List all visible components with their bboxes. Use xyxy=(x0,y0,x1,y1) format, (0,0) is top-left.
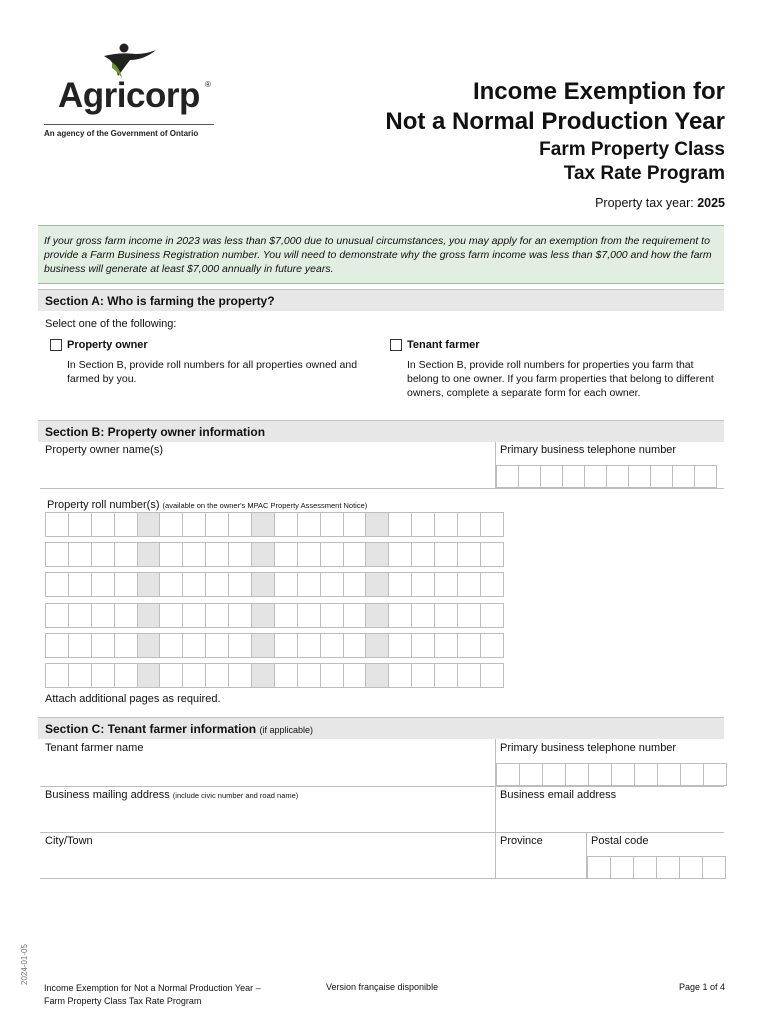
roll-digit-box[interactable] xyxy=(46,604,69,628)
roll-digit-box[interactable] xyxy=(412,543,435,567)
section-c-title: Section C: Tenant farmer information xyxy=(45,722,257,736)
roll-digit-box[interactable] xyxy=(412,634,435,658)
roll-digit-box[interactable] xyxy=(138,664,161,688)
owner-phone-field[interactable] xyxy=(496,465,717,488)
roll-number-field[interactable] xyxy=(45,512,504,537)
footer-form-name-line1: Income Exemption for Not a Normal Production Year – xyxy=(44,983,261,993)
roll-digit-box[interactable] xyxy=(366,513,389,537)
tenant-farmer-label: Tenant farmer xyxy=(407,339,480,351)
roll-digit-box[interactable] xyxy=(252,634,275,658)
postal-code-field[interactable] xyxy=(587,856,726,879)
roll-digit-box[interactable] xyxy=(481,513,504,537)
roll-digit-box[interactable] xyxy=(481,573,504,597)
postal-code-label: Postal code xyxy=(591,835,649,847)
roll-digit-box[interactable] xyxy=(366,573,389,597)
roll-digit-box[interactable] xyxy=(138,573,161,597)
roll-digit-box[interactable] xyxy=(344,634,367,658)
roll-number-field[interactable] xyxy=(45,633,504,658)
roll-digit-box[interactable] xyxy=(92,513,115,537)
roll-digit-box[interactable] xyxy=(183,634,206,658)
roll-digit-box[interactable] xyxy=(344,513,367,537)
form-title-line1: Income Exemption for xyxy=(472,78,725,105)
roll-digit-box[interactable] xyxy=(92,664,115,688)
tenant-name-field[interactable] xyxy=(40,740,495,786)
section-c-note: (if applicable) xyxy=(259,725,314,735)
field-bottom-rule xyxy=(40,786,724,787)
roll-number-field[interactable] xyxy=(45,663,504,688)
business-email-label: Business email address xyxy=(500,789,617,801)
roll-number-field[interactable] xyxy=(45,572,504,597)
tax-year-value: 2025 xyxy=(697,196,725,210)
roll-digit-box[interactable] xyxy=(321,513,344,537)
field-bottom-rule xyxy=(40,878,724,879)
roll-digit-box[interactable] xyxy=(481,664,504,688)
tenant-farmer-description: In Section B, provide roll numbers for properties you farm that belong to one owner. If you farm properties that belong to different owners, complete a separate form for each owner. xyxy=(407,359,714,399)
roll-digit-box[interactable] xyxy=(252,664,275,688)
roll-digit-box[interactable] xyxy=(229,604,252,628)
roll-digit-box[interactable] xyxy=(138,634,161,658)
roll-digit-box[interactable] xyxy=(435,573,458,597)
roll-digit-box[interactable] xyxy=(458,604,481,628)
city-town-field[interactable] xyxy=(40,834,495,878)
roll-digit-box[interactable] xyxy=(435,664,458,688)
roll-digit-box[interactable] xyxy=(206,604,229,628)
roll-digit-box[interactable] xyxy=(229,513,252,537)
roll-digit-box[interactable] xyxy=(481,543,504,567)
province-field[interactable] xyxy=(497,852,585,878)
property-owner-label: Property owner xyxy=(67,339,148,351)
roll-digit-box[interactable] xyxy=(275,543,298,567)
roll-digit-box[interactable] xyxy=(115,664,138,688)
roll-digit-box[interactable] xyxy=(160,634,183,658)
mailing-address-label: Business mailing address xyxy=(45,789,170,801)
roll-digit-box[interactable] xyxy=(275,634,298,658)
roll-digit-box[interactable] xyxy=(389,664,412,688)
mailing-address-note: (include civic number and road name) xyxy=(172,791,299,800)
field-divider xyxy=(495,832,496,879)
property-owner-names-label: Property owner name(s) xyxy=(45,444,163,456)
section-b-title: Section B: Property owner information xyxy=(45,425,266,439)
roll-digit-box[interactable] xyxy=(298,573,321,597)
roll-digit-box[interactable] xyxy=(92,634,115,658)
roll-digit-box[interactable] xyxy=(115,573,138,597)
roll-digit-box[interactable] xyxy=(298,604,321,628)
roll-digit-box[interactable] xyxy=(458,634,481,658)
roll-digit-box[interactable] xyxy=(298,634,321,658)
roll-number-field[interactable] xyxy=(45,603,504,628)
attach-pages-note: Attach additional pages as required. xyxy=(45,693,221,705)
tenant-name-label: Tenant farmer name xyxy=(45,742,144,754)
roll-digit-box[interactable] xyxy=(160,573,183,597)
logo-divider xyxy=(44,124,214,125)
roll-digit-box[interactable] xyxy=(206,573,229,597)
roll-digit-box[interactable] xyxy=(412,513,435,537)
province-label: Province xyxy=(500,835,543,847)
form-date-code-text: 2024-01-05 xyxy=(20,944,29,985)
roll-digit-box[interactable] xyxy=(298,513,321,537)
roll-digit-box[interactable] xyxy=(366,634,389,658)
program-subtitle-line1: Farm Property Class xyxy=(539,139,725,160)
footer-form-name-line2: Farm Property Class Tax Rate Program xyxy=(44,996,202,1006)
roll-digit-box[interactable] xyxy=(275,573,298,597)
roll-digit-box[interactable] xyxy=(46,664,69,688)
roll-digit-box[interactable] xyxy=(115,604,138,628)
tenant-farmer-checkbox[interactable] xyxy=(390,339,402,351)
roll-digit-box[interactable] xyxy=(183,513,206,537)
property-owner-names-field[interactable] xyxy=(40,443,495,488)
roll-digit-box[interactable] xyxy=(183,573,206,597)
roll-digit-box[interactable] xyxy=(366,543,389,567)
roll-digit-box[interactable] xyxy=(183,604,206,628)
roll-digit-box[interactable] xyxy=(252,543,275,567)
roll-digit-box[interactable] xyxy=(229,634,252,658)
section-a-header xyxy=(38,289,724,311)
roll-digit-box[interactable] xyxy=(344,573,367,597)
french-version-note: Version française disponible xyxy=(326,982,439,992)
roll-digit-box[interactable] xyxy=(321,543,344,567)
program-subtitle-line2: Tax Rate Program xyxy=(563,163,725,184)
roll-digit-box[interactable] xyxy=(275,664,298,688)
roll-digit-box[interactable] xyxy=(229,664,252,688)
tenant-phone-field[interactable] xyxy=(496,763,727,786)
intro-notice: If your gross farm income in 2023 was less than $7,000 due to unusual circumstances, you may apply for an exemption from the requirement to provide a Farm Business Registration number. You will need to demonstrate why the gross farm income was less than $7,000 and how the farm business will generate at least $7,000 annually in future years. xyxy=(38,225,724,284)
roll-digit-box[interactable] xyxy=(229,543,252,567)
roll-digit-box[interactable] xyxy=(46,543,69,567)
roll-digit-box[interactable] xyxy=(435,604,458,628)
form-title-line2: Not a Normal Production Year xyxy=(385,108,725,135)
registered-mark: ® xyxy=(205,80,211,89)
roll-digit-box[interactable] xyxy=(252,604,275,628)
roll-digit-box[interactable] xyxy=(458,543,481,567)
roll-digit-box[interactable] xyxy=(389,573,412,597)
roll-digit-box[interactable] xyxy=(275,513,298,537)
roll-digit-box[interactable] xyxy=(458,573,481,597)
roll-digit-box[interactable] xyxy=(435,543,458,567)
roll-digit-box[interactable] xyxy=(321,573,344,597)
footer-form-name xyxy=(44,982,261,1008)
roll-digit-box[interactable] xyxy=(366,604,389,628)
roll-digit-box[interactable] xyxy=(252,573,275,597)
property-owner-description: In Section B, provide roll numbers for all properties owned and farmed by you. xyxy=(67,359,358,385)
roll-digit-box[interactable] xyxy=(344,604,367,628)
roll-digit-box[interactable] xyxy=(344,543,367,567)
roll-digit-box[interactable] xyxy=(458,513,481,537)
roll-digit-box[interactable] xyxy=(183,664,206,688)
roll-digit-box[interactable] xyxy=(115,543,138,567)
roll-digit-box[interactable] xyxy=(366,664,389,688)
roll-number-label-row xyxy=(47,499,367,511)
owner-phone-label: Primary business telephone number xyxy=(500,444,677,456)
roll-digit-box[interactable] xyxy=(344,664,367,688)
section-a-instruction: Select one of the following: xyxy=(45,318,177,330)
tenant-phone-label: Primary business telephone number xyxy=(500,742,677,754)
roll-digit-box[interactable] xyxy=(115,634,138,658)
roll-digit-box[interactable] xyxy=(138,543,161,567)
roll-digit-box[interactable] xyxy=(138,513,161,537)
roll-digit-box[interactable] xyxy=(69,664,92,688)
mailing-address-field[interactable] xyxy=(40,788,495,832)
roll-digit-box[interactable] xyxy=(138,604,161,628)
roll-digit-box[interactable] xyxy=(435,513,458,537)
roll-digit-box[interactable] xyxy=(92,543,115,567)
field-bottom-rule xyxy=(40,832,724,833)
tax-year-label: Property tax year: xyxy=(595,196,698,210)
roll-digit-box[interactable] xyxy=(435,634,458,658)
roll-digit-box[interactable] xyxy=(206,634,229,658)
roll-digit-box[interactable] xyxy=(229,573,252,597)
roll-digit-box[interactable] xyxy=(206,513,229,537)
field-bottom-rule xyxy=(40,488,724,489)
roll-digit-box[interactable] xyxy=(389,543,412,567)
roll-digit-box[interactable] xyxy=(458,664,481,688)
roll-digit-box[interactable] xyxy=(298,543,321,567)
roll-digit-box[interactable] xyxy=(92,573,115,597)
roll-digit-box[interactable] xyxy=(92,604,115,628)
section-c-header xyxy=(38,717,724,739)
roll-digit-box[interactable] xyxy=(412,573,435,597)
section-b-header xyxy=(38,420,724,442)
roll-digit-box[interactable] xyxy=(321,634,344,658)
roll-digit-box[interactable] xyxy=(275,604,298,628)
roll-digit-box[interactable] xyxy=(69,634,92,658)
roll-digit-box[interactable] xyxy=(321,604,344,628)
roll-digit-box[interactable] xyxy=(46,573,69,597)
roll-digit-box[interactable] xyxy=(46,513,69,537)
roll-number-label: Property roll number(s) xyxy=(47,499,160,511)
roll-digit-box[interactable] xyxy=(389,634,412,658)
roll-digit-box[interactable] xyxy=(412,604,435,628)
roll-digit-box[interactable] xyxy=(69,604,92,628)
roll-digit-box[interactable] xyxy=(183,543,206,567)
roll-digit-box[interactable] xyxy=(69,513,92,537)
roll-digit-box[interactable] xyxy=(160,664,183,688)
agency-tagline: An agency of the Government of Ontario xyxy=(44,129,199,138)
roll-digit-box[interactable] xyxy=(389,604,412,628)
roll-digit-box[interactable] xyxy=(46,634,69,658)
page-number: Page 1 of 4 xyxy=(678,982,725,992)
roll-number-note: (available on the owner's MPAC Property Assessment Notice) xyxy=(162,501,368,510)
tax-year xyxy=(595,196,725,210)
city-town-label: City/Town xyxy=(45,835,93,847)
business-email-field[interactable] xyxy=(497,788,723,832)
roll-digit-box[interactable] xyxy=(160,513,183,537)
form-date-code xyxy=(20,925,34,985)
roll-digit-box[interactable] xyxy=(69,573,92,597)
roll-digit-box[interactable] xyxy=(115,513,138,537)
roll-digit-box[interactable] xyxy=(160,543,183,567)
roll-number-field[interactable] xyxy=(45,542,504,567)
roll-digit-box[interactable] xyxy=(481,634,504,658)
roll-digit-box[interactable] xyxy=(206,543,229,567)
property-owner-checkbox[interactable] xyxy=(50,339,62,351)
roll-digit-box[interactable] xyxy=(412,664,435,688)
section-a-title: Section A: Who is farming the property? xyxy=(45,294,275,308)
roll-digit-box[interactable] xyxy=(298,664,321,688)
roll-digit-box[interactable] xyxy=(160,604,183,628)
roll-digit-box[interactable] xyxy=(206,664,229,688)
roll-digit-box[interactable] xyxy=(481,604,504,628)
field-divider xyxy=(495,786,496,833)
roll-digit-box[interactable] xyxy=(252,513,275,537)
roll-digit-box[interactable] xyxy=(321,664,344,688)
logo-wordmark: Agricorp xyxy=(58,76,200,115)
roll-digit-box[interactable] xyxy=(69,543,92,567)
roll-digit-box[interactable] xyxy=(389,513,412,537)
